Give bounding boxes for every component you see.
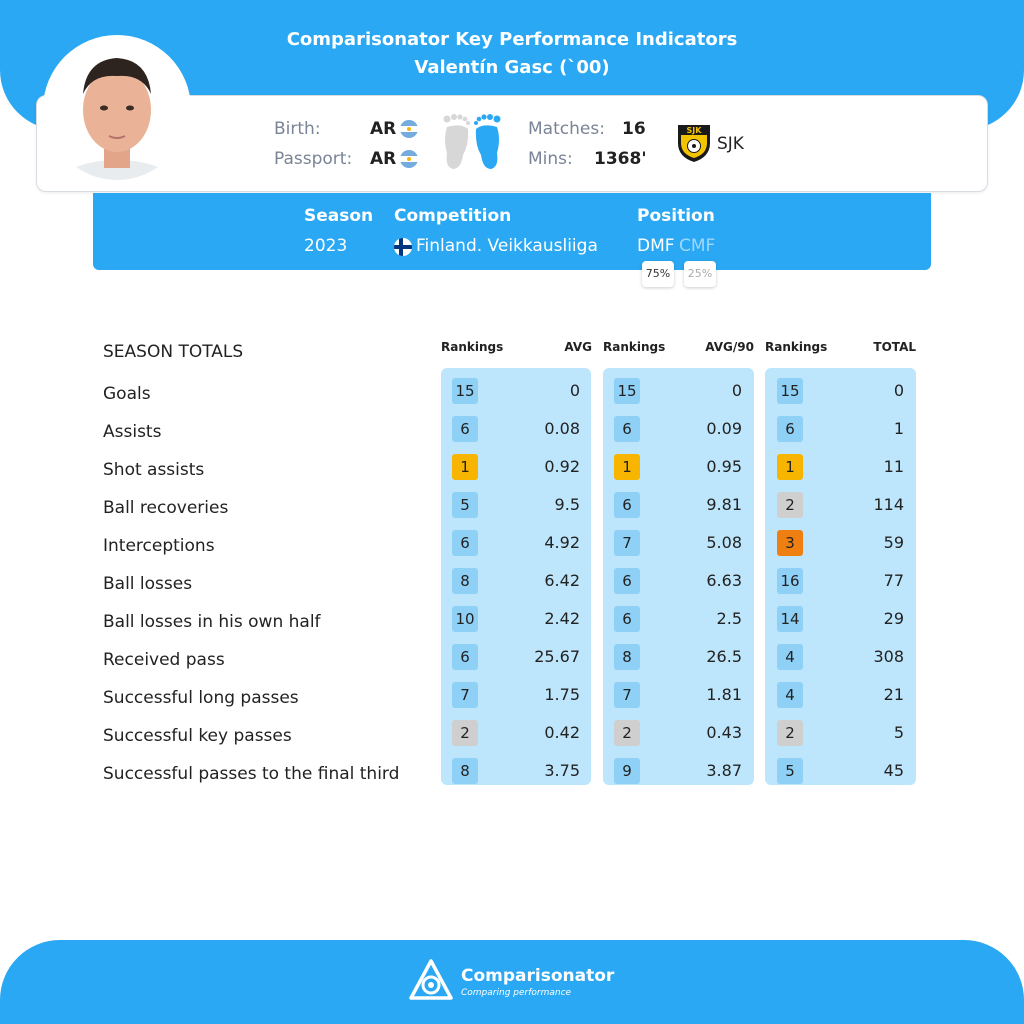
col-header-rankings-avg90: Rankings xyxy=(603,340,666,354)
rank-badge: 6 xyxy=(614,568,640,594)
stat-value: 2.5 xyxy=(716,609,742,628)
rank-badge: 1 xyxy=(777,454,803,480)
rank-badge: 8 xyxy=(452,568,478,594)
stat-value: 114 xyxy=(873,495,904,514)
col-header-avg90: AVG/90 xyxy=(705,340,754,354)
rank-badge: 15 xyxy=(452,378,478,404)
stat-value: 26.5 xyxy=(706,647,742,666)
rank-badge: 6 xyxy=(614,492,640,518)
stat-value: 4.92 xyxy=(544,533,580,552)
stat-value: 0.42 xyxy=(544,723,580,742)
rank-badge: 2 xyxy=(452,720,478,746)
metric-label: Ball losses xyxy=(103,574,193,594)
stat-value: 21 xyxy=(883,685,904,704)
stat-value: 9.81 xyxy=(706,495,742,514)
stat-value: 0.92 xyxy=(544,457,580,476)
matches-value: 16 xyxy=(622,119,646,139)
col-header-rankings-total: Rankings xyxy=(765,340,828,354)
footedness-icon xyxy=(441,113,503,171)
metric-label: Goals xyxy=(103,384,151,404)
stat-value: 29 xyxy=(883,609,904,628)
metric-label: Ball losses in his own half xyxy=(103,612,321,632)
title-line-1: Comparisonator Key Performance Indicators xyxy=(286,29,738,50)
rank-badge: 5 xyxy=(452,492,478,518)
stat-value: 0.43 xyxy=(706,723,742,742)
position-primary: DMF xyxy=(637,236,675,256)
position-primary-pct: 75% xyxy=(642,261,674,287)
rank-badge: 6 xyxy=(452,416,478,442)
rank-badge: 10 xyxy=(452,606,478,632)
stat-value: 11 xyxy=(883,457,904,476)
position-secondary: CMF xyxy=(679,236,716,256)
rank-badge: 14 xyxy=(777,606,803,632)
stat-value: 0.09 xyxy=(706,419,742,438)
stat-value: 3.75 xyxy=(544,761,580,780)
stat-value: 5.08 xyxy=(706,533,742,552)
metric-label: Shot assists xyxy=(103,460,205,480)
rank-badge: 4 xyxy=(777,682,803,708)
metric-label: Ball recoveries xyxy=(103,498,229,518)
stat-value: 0 xyxy=(731,381,742,400)
rank-badge: 15 xyxy=(777,378,803,404)
rank-badge: 8 xyxy=(614,644,640,670)
position-secondary-pct: 25% xyxy=(684,261,716,287)
stat-value: 77 xyxy=(883,571,904,590)
stat-value: 0.08 xyxy=(544,419,580,438)
birth-label: Birth: xyxy=(274,119,321,139)
metric-label: Assists xyxy=(103,422,162,442)
stat-value: 5 xyxy=(893,723,904,742)
comparisonator-logo-icon xyxy=(408,958,454,1004)
club-crest-icon xyxy=(676,123,712,163)
rank-badge: 6 xyxy=(614,606,640,632)
svg-text:SJK: SJK xyxy=(686,126,702,135)
season-info-panel xyxy=(93,193,931,270)
rank-badge: 1 xyxy=(614,454,640,480)
argentina-flag-icon xyxy=(400,150,418,168)
stat-value: 1 xyxy=(893,419,904,438)
metric-label: Successful key passes xyxy=(103,726,292,746)
argentina-flag-icon xyxy=(400,120,418,138)
rank-badge: 5 xyxy=(777,758,803,784)
season-label: Season xyxy=(304,206,374,226)
section-title: SEASON TOTALS xyxy=(103,342,244,362)
title-line-2: Valentín Gasc (`00) xyxy=(414,57,610,78)
passport-value: AR xyxy=(370,149,397,169)
rank-badge: 1 xyxy=(452,454,478,480)
stat-value: 1.75 xyxy=(544,685,580,704)
rank-badge: 6 xyxy=(777,416,803,442)
stat-value: 45 xyxy=(883,761,904,780)
stat-value: 6.63 xyxy=(706,571,742,590)
stat-value: 3.87 xyxy=(706,761,742,780)
stat-value: 9.5 xyxy=(554,495,580,514)
stat-value: 25.67 xyxy=(534,647,580,666)
footer-tagline: Comparing performance xyxy=(461,988,572,998)
stat-value: 6.42 xyxy=(544,571,580,590)
mins-value: 1368' xyxy=(594,149,647,169)
rank-badge: 8 xyxy=(452,758,478,784)
footer-brand: Comparisonator xyxy=(461,966,615,986)
stat-value: 0.95 xyxy=(706,457,742,476)
player-avatar xyxy=(46,38,188,180)
rank-badge: 4 xyxy=(777,644,803,670)
rank-badge: 3 xyxy=(777,530,803,556)
rank-badge: 6 xyxy=(614,416,640,442)
col-header-total: TOTAL xyxy=(873,340,916,354)
stat-value: 0 xyxy=(569,381,580,400)
competition-label: Competition xyxy=(394,206,512,226)
rank-badge: 2 xyxy=(614,720,640,746)
competition-value: Finland. Veikkausliiga xyxy=(416,236,598,256)
rank-badge: 6 xyxy=(452,644,478,670)
rank-badge: 2 xyxy=(777,720,803,746)
stat-value: 59 xyxy=(883,533,904,552)
stat-value: 0 xyxy=(893,381,904,400)
stat-value: 2.42 xyxy=(544,609,580,628)
rank-badge: 15 xyxy=(614,378,640,404)
club-name: SJK xyxy=(717,134,744,154)
finland-flag-icon xyxy=(394,238,412,256)
rank-badge: 7 xyxy=(614,682,640,708)
metric-label: Successful passes to the final third xyxy=(103,764,400,784)
col-header-avg: AVG xyxy=(564,340,592,354)
season-value: 2023 xyxy=(304,236,348,256)
rank-badge: 7 xyxy=(452,682,478,708)
birth-value: AR xyxy=(370,119,397,139)
rank-badge: 16 xyxy=(777,568,803,594)
metric-label: Successful long passes xyxy=(103,688,299,708)
rank-badge: 6 xyxy=(452,530,478,556)
stat-value: 1.81 xyxy=(706,685,742,704)
stat-value: 308 xyxy=(873,647,904,666)
rank-badge: 9 xyxy=(614,758,640,784)
player-photo-icon xyxy=(46,38,188,180)
passport-label: Passport: xyxy=(274,149,353,169)
col-header-rankings-avg: Rankings xyxy=(441,340,504,354)
matches-label: Matches: xyxy=(528,119,605,139)
rank-badge: 7 xyxy=(614,530,640,556)
mins-label: Mins: xyxy=(528,149,573,169)
rank-badge: 2 xyxy=(777,492,803,518)
metric-label: Interceptions xyxy=(103,536,215,556)
metric-label: Received pass xyxy=(103,650,225,670)
position-label: Position xyxy=(637,206,715,226)
